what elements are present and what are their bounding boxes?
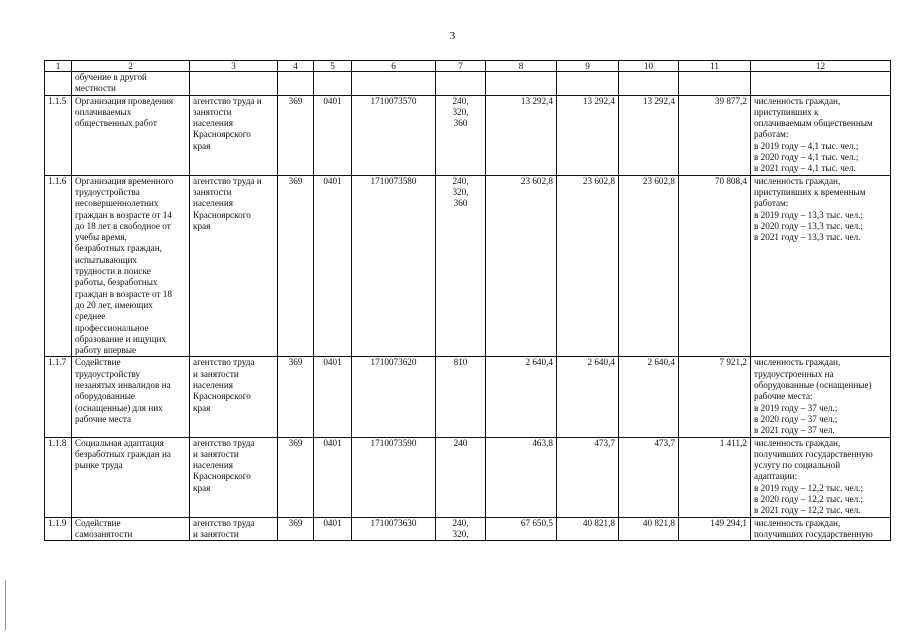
amount-2019: 2 640,4 [486, 357, 557, 437]
measure-name: Социальная адаптация безработных граждан на рынке труда [72, 437, 190, 517]
amount-2019: 13 292,4 [486, 95, 557, 175]
amount-2021: 13 292,4 [619, 95, 679, 175]
column-header: 5 [314, 61, 352, 72]
amount-total [679, 72, 751, 96]
measure-name: Содействие самозанятости [72, 517, 190, 541]
column-number-row [45, 61, 891, 72]
amount-2021: 23 602,8 [619, 175, 679, 357]
amount-2021: 2 640,4 [619, 357, 679, 437]
amount-2019: 23 602,8 [486, 175, 557, 357]
target-article-code: 1710073580 [352, 175, 436, 357]
target-article-code: 1710073570 [352, 95, 436, 175]
grbs-code [278, 72, 314, 96]
table-row [45, 95, 891, 175]
grbs-code: 369 [278, 437, 314, 517]
expense-type-code [436, 72, 486, 96]
grbs-code: 369 [278, 95, 314, 175]
expected-result: численность граждан, получивших государственную услугу по социальной адаптации: в 2019 году – 12,2 тыс. чел.; в 2020 году – 12,2 тыс. чел.; в 2021 году – 12,2 тыс. чел. [751, 437, 891, 517]
measure-number: 1.1.9 [45, 517, 72, 541]
column-header: 1 [45, 61, 72, 72]
grbs-code: 369 [278, 517, 314, 541]
target-article-code: 1710073630 [352, 517, 436, 541]
amount-2020 [557, 72, 619, 96]
section-code: 0401 [314, 437, 352, 517]
responsible-agency: агентство труда и занятости населения Красноярского края [190, 95, 278, 175]
amount-2019 [486, 72, 557, 96]
amount-2020: 473,7 [557, 437, 619, 517]
amount-total: 1 411,2 [679, 437, 751, 517]
column-header: 11 [679, 61, 751, 72]
measure-name: Организация проведения оплачиваемых общественных работ [72, 95, 190, 175]
measure-number [45, 72, 72, 96]
table-row [45, 175, 891, 357]
responsible-agency: агентство труда и занятости населения Красноярского края [190, 175, 278, 357]
column-header: 3 [190, 61, 278, 72]
amount-total: 149 294,1 [679, 517, 751, 541]
scan-edge-mark [5, 580, 6, 630]
measure-number: 1.1.5 [45, 95, 72, 175]
column-header: 7 [436, 61, 486, 72]
section-code [314, 72, 352, 96]
column-header: 8 [486, 61, 557, 72]
amount-total: 70 808,4 [679, 175, 751, 357]
responsible-agency: агентство труда и занятости населения Красноярского края [190, 437, 278, 517]
amount-2019: 67 650,5 [486, 517, 557, 541]
expense-type-code: 240 [436, 437, 486, 517]
responsible-agency [190, 72, 278, 96]
section-code: 0401 [314, 517, 352, 541]
column-header: 2 [72, 61, 190, 72]
responsible-agency: агентство труда и занятости населения Красноярского края [190, 357, 278, 437]
responsible-agency: агентство труда и занятости [190, 517, 278, 541]
expected-result: численность граждан, приступивших к временным работам: в 2019 году – 13,3 тыс. чел.; в 2020 году – 13,3 тыс. чел.; в 2021 году – 13,3 тыс. чел. [751, 175, 891, 357]
program-measures-table [44, 60, 891, 541]
section-code: 0401 [314, 95, 352, 175]
expense-type-code: 240, 320, [436, 517, 486, 541]
expense-type-code: 240, 320, 360 [436, 95, 486, 175]
amount-total: 39 877,2 [679, 95, 751, 175]
target-article-code: 1710073590 [352, 437, 436, 517]
column-header: 6 [352, 61, 436, 72]
amount-2020: 13 292,4 [557, 95, 619, 175]
column-header: 10 [619, 61, 679, 72]
expected-result: численность граждан, получивших государственную [751, 517, 891, 541]
expected-result: численность граждан, приступивших к оплачиваемым общественным работам: в 2019 году – 4,1 тыс. чел.; в 2020 году – 4,1 тыс. чел.; в 2021 году – 4,1 тыс. чел. [751, 95, 891, 175]
column-header: 9 [557, 61, 619, 72]
section-code: 0401 [314, 357, 352, 437]
section-code: 0401 [314, 175, 352, 357]
column-header: 4 [278, 61, 314, 72]
page-number: 3 [449, 30, 456, 42]
measure-number: 1.1.7 [45, 357, 72, 437]
amount-2020: 2 640,4 [557, 357, 619, 437]
grbs-code: 369 [278, 175, 314, 357]
amount-total: 7 921,2 [679, 357, 751, 437]
expense-type-code: 810 [436, 357, 486, 437]
grbs-code: 369 [278, 357, 314, 437]
table-row [45, 357, 891, 437]
amount-2020: 40 821,8 [557, 517, 619, 541]
column-header: 12 [751, 61, 891, 72]
amount-2021: 40 821,8 [619, 517, 679, 541]
table-row [45, 437, 891, 517]
table-row [45, 517, 891, 541]
measure-number: 1.1.6 [45, 175, 72, 357]
expense-type-code: 240, 320, 360 [436, 175, 486, 357]
measure-name: Содействие трудоустройству незанятых инвалидов на оборудованные (оснащенные) для них рабочие места [72, 357, 190, 437]
measure-number: 1.1.8 [45, 437, 72, 517]
expected-result: численность граждан, трудоустроенных на оборудованные (оснащенные) рабочие места: в 2019 году – 37 чел.; в 2020 году – 37 чел.; в 2021 году – 37 чел. [751, 357, 891, 437]
target-article-code [352, 72, 436, 96]
measure-name: Организация временного трудоустройства несовершеннолетних граждан в возрасте от 14 до 18 лет в свободное от учебы время, безработных граждан, испытывающих трудности в поиске работы, безработных граждан в возрасте от 18 до 20 лет, имеющих среднее профессиональное образование и ищущих работу впервые [72, 175, 190, 357]
table-row [45, 72, 891, 96]
amount-2021: 473,7 [619, 437, 679, 517]
amount-2021 [619, 72, 679, 96]
target-article-code: 1710073620 [352, 357, 436, 437]
measure-name: обучение в другой местности [72, 72, 190, 96]
amount-2019: 463,8 [486, 437, 557, 517]
expected-result [751, 72, 891, 96]
amount-2020: 23 602,8 [557, 175, 619, 357]
